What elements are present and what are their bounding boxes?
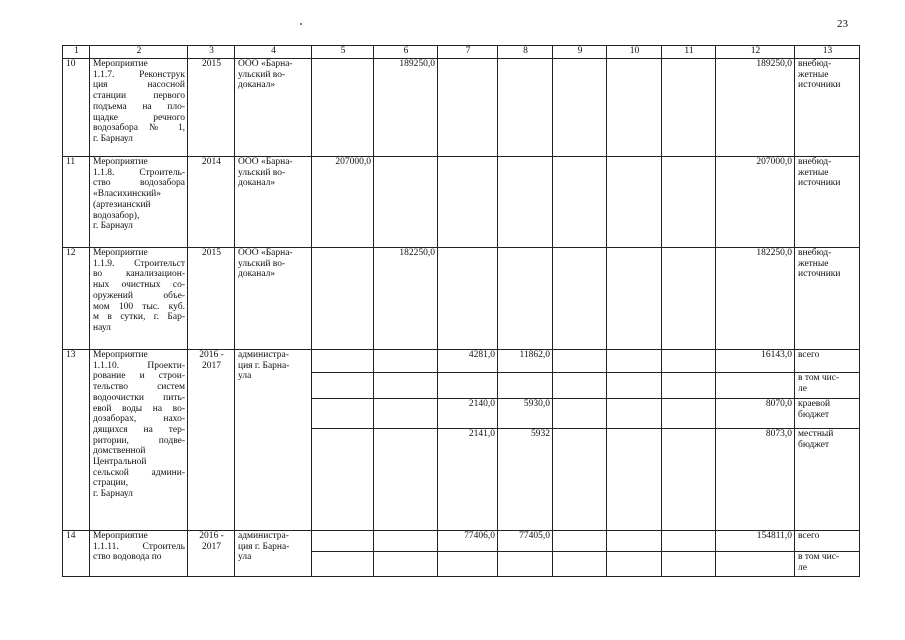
cell-line: в том чис- [798,552,840,562]
funding-source [795,350,860,373]
cell-line: мом 100 тыс. куб. [93,301,185,312]
value-col-7 [438,552,498,577]
cell-line: станции первого [93,91,185,102]
value-total [716,552,795,577]
cell-line: в том чис- [798,373,840,383]
cell-line: внебюд- [798,248,832,258]
cell-line: водоочистки пить- [93,392,185,403]
table-row [63,350,860,373]
cell-line: щадке речного [93,112,185,123]
measure-year [188,157,235,248]
cell-line: 2016 - [199,350,224,360]
value-col-8 [498,373,553,399]
row-number: 12 [63,248,90,350]
value-col-10 [607,552,662,577]
cell-line: ООО «Барна- [238,59,293,69]
cell-line: ле [798,562,807,573]
cell-line: доканал» [238,269,276,280]
cell-line: внебюд- [798,157,832,167]
cell-line: всего [798,350,820,360]
cell-line: ульский во- [238,258,286,269]
executor [235,531,312,577]
value-col-5 [312,59,374,157]
cell-line: Мероприятие [93,350,148,360]
cell-line: 2017 [202,541,221,552]
cell-line: г. Барнаул [93,489,133,500]
cell-line: ция насосной [93,80,185,91]
value-col-7 [438,59,498,157]
value-col-8: 5930,0 [498,399,553,429]
cell-line: доканал» [238,178,276,189]
value-col-5 [312,399,374,429]
executor [235,59,312,157]
row-number: 13 [63,350,90,531]
cell-line: Центральной [93,457,147,468]
value-col-11 [662,399,716,429]
funding-source [795,429,860,531]
cell-line: во канализацион- [93,269,185,280]
header-row [63,46,860,59]
value-col-7: 4281,0 [438,350,498,373]
cell-line: Мероприятие [93,59,148,69]
value-col-6 [374,157,438,248]
cell-line: ция г. Барна- [238,541,290,552]
value-col-7 [438,157,498,248]
cell-line: водозабор), [93,210,140,221]
value-col-9 [553,429,607,531]
cell-line: ция г. Барна- [238,360,290,371]
cell-line: ство водозабора [93,178,185,189]
value-col-7 [438,248,498,350]
value-col-11 [662,531,716,552]
value-col-6 [374,399,438,429]
measure-name [90,59,188,157]
value-col-5 [312,552,374,577]
scan-speck [300,23,302,25]
value-col-9 [553,531,607,552]
value-total [716,373,795,399]
header-cell: 11 [662,46,716,59]
cell-line: 1.1.8. Строитель- [93,167,185,178]
header-cell: 9 [553,46,607,59]
value-col-10 [607,531,662,552]
cell-line: (артезианский [93,199,151,210]
value-col-9 [553,248,607,350]
value-col-7: 2140,0 [438,399,498,429]
measure-year [188,248,235,350]
value-col-10 [607,373,662,399]
cell-line: ритории, подве- [93,435,185,446]
cell-line: администра- [238,531,289,541]
cell-line: источники [798,269,841,280]
value-col-6 [374,531,438,552]
measure-name [90,157,188,248]
cell-line: г. Барнаул [93,133,133,144]
header-cell: 12 [716,46,795,59]
value-col-10 [607,429,662,531]
value-total: 8070,0 [716,399,795,429]
funding-source [795,59,860,157]
executor [235,157,312,248]
cell-line: источники [798,80,841,91]
value-col-8 [498,248,553,350]
cell-line: 2015 [202,248,221,258]
value-col-11 [662,350,716,373]
value-total: 8073,0 [716,429,795,531]
value-col-7 [438,373,498,399]
cell-line: ство водовода по [93,552,162,563]
value-col-9 [553,552,607,577]
cell-line: оружений объе- [93,290,185,301]
cell-line: ула [238,552,252,563]
cell-line: г. Барнаул [93,221,133,232]
executor [235,350,312,531]
cell-line: ле [798,383,807,394]
header-cell: 6 [374,46,438,59]
value-col-6 [374,373,438,399]
value-col-5 [312,350,374,373]
cell-line: Мероприятие [93,531,148,541]
cell-line: 2015 [202,59,221,69]
cell-line: Мероприятие [93,157,148,167]
cell-line: домственной [93,446,146,457]
cell-line: ных очистных со- [93,280,185,291]
header-cell: 4 [235,46,312,59]
cell-line: бюджет [798,409,830,420]
row-number: 14 [63,531,90,577]
cell-line: 1.1.11. Строитель [93,541,185,552]
value-col-7: 77406,0 [438,531,498,552]
table-row [63,248,860,350]
cell-line: сельской админи- [93,467,185,478]
header-cell: 5 [312,46,374,59]
cell-line: администра- [238,350,289,360]
measure-name [90,531,188,577]
value-col-8: 11862,0 [498,350,553,373]
cell-line: водозабора № 1, [93,123,185,134]
header-cell: 7 [438,46,498,59]
value-col-5 [312,531,374,552]
cell-line: подъема на пло- [93,101,185,112]
value-col-5 [312,373,374,399]
value-col-8 [498,59,553,157]
value-col-8: 77405,0 [498,531,553,552]
value-col-10 [607,399,662,429]
cell-line: ООО «Барна- [238,248,293,258]
cell-line: 2017 [202,360,221,371]
cell-line: страции, [93,478,129,489]
measure-year [188,350,235,531]
row-number: 11 [63,157,90,248]
cell-line: рование и строи- [93,371,185,382]
budget-table [62,45,860,577]
header-cell: 10 [607,46,662,59]
cell-line: наул [93,322,111,333]
value-col-5 [312,429,374,531]
cell-line: 2014 [202,157,221,167]
value-total: 189250,0 [716,59,795,157]
cell-line: всего [798,531,820,541]
value-col-10 [607,157,662,248]
value-col-8 [498,157,553,248]
value-total: 182250,0 [716,248,795,350]
cell-line: тельство систем [93,382,185,393]
value-col-5: 207000,0 [312,157,374,248]
value-col-11 [662,552,716,577]
header-cell: 2 [90,46,188,59]
row-number: 10 [63,59,90,157]
measure-name [90,248,188,350]
cell-line: 1.1.7. Реконструк [93,69,185,80]
value-col-6: 182250,0 [374,248,438,350]
value-col-7: 2141,0 [438,429,498,531]
cell-line: местный [798,429,834,439]
cell-line: источники [798,178,841,189]
header-cell: 3 [188,46,235,59]
cell-line: 1.1.9. Строительст [93,258,185,269]
value-col-9 [553,350,607,373]
value-col-11 [662,59,716,157]
value-col-9 [553,59,607,157]
cell-line: дящихся на тер- [93,424,185,435]
value-col-11 [662,373,716,399]
cell-line: ульский во- [238,69,286,80]
cell-line: бюджет [798,439,830,450]
cell-line: 1.1.10. Проекти- [93,360,185,371]
table-row [63,531,860,552]
value-total: 207000,0 [716,157,795,248]
value-col-8 [498,552,553,577]
header-cell: 8 [498,46,553,59]
cell-line: Мероприятие [93,248,148,258]
value-col-10 [607,350,662,373]
cell-line: ООО «Барна- [238,157,293,167]
cell-line: ула [238,371,252,382]
measure-year [188,531,235,577]
value-col-5 [312,248,374,350]
value-col-6 [374,429,438,531]
funding-source [795,248,860,350]
table-row [63,157,860,248]
table-row [63,59,860,157]
cell-line: доканал» [238,80,276,91]
measure-name [90,350,188,531]
value-col-11 [662,157,716,248]
value-col-11 [662,429,716,531]
value-col-10 [607,248,662,350]
measure-year [188,59,235,157]
page-number: 23 [837,18,848,30]
value-total: 154811,0 [716,531,795,552]
funding-source [795,399,860,429]
header-cell: 1 [63,46,90,59]
cell-line: «Власихинский» [93,189,162,200]
cell-line: краевой [798,399,831,409]
cell-line: жетные [798,167,829,178]
cell-line: жетные [798,69,829,80]
funding-source [795,157,860,248]
value-col-6 [374,552,438,577]
value-col-9 [553,157,607,248]
value-col-9 [553,373,607,399]
cell-line: евой воды на во- [93,403,185,414]
funding-source [795,373,860,399]
value-col-6 [374,350,438,373]
cell-line: дозаборах, нахо- [93,414,185,425]
cell-line: м в сутки, г. Бар- [93,312,185,323]
value-col-10 [607,59,662,157]
value-col-6: 189250,0 [374,59,438,157]
header-cell: 13 [795,46,860,59]
funding-source [795,531,860,552]
executor [235,248,312,350]
value-total: 16143,0 [716,350,795,373]
value-col-8: 5932 [498,429,553,531]
cell-line: ульский во- [238,167,286,178]
value-col-11 [662,248,716,350]
funding-source [795,552,860,577]
value-col-9 [553,399,607,429]
cell-line: 2016 - [199,531,224,541]
cell-line: жетные [798,258,829,269]
cell-line: внебюд- [798,59,832,69]
